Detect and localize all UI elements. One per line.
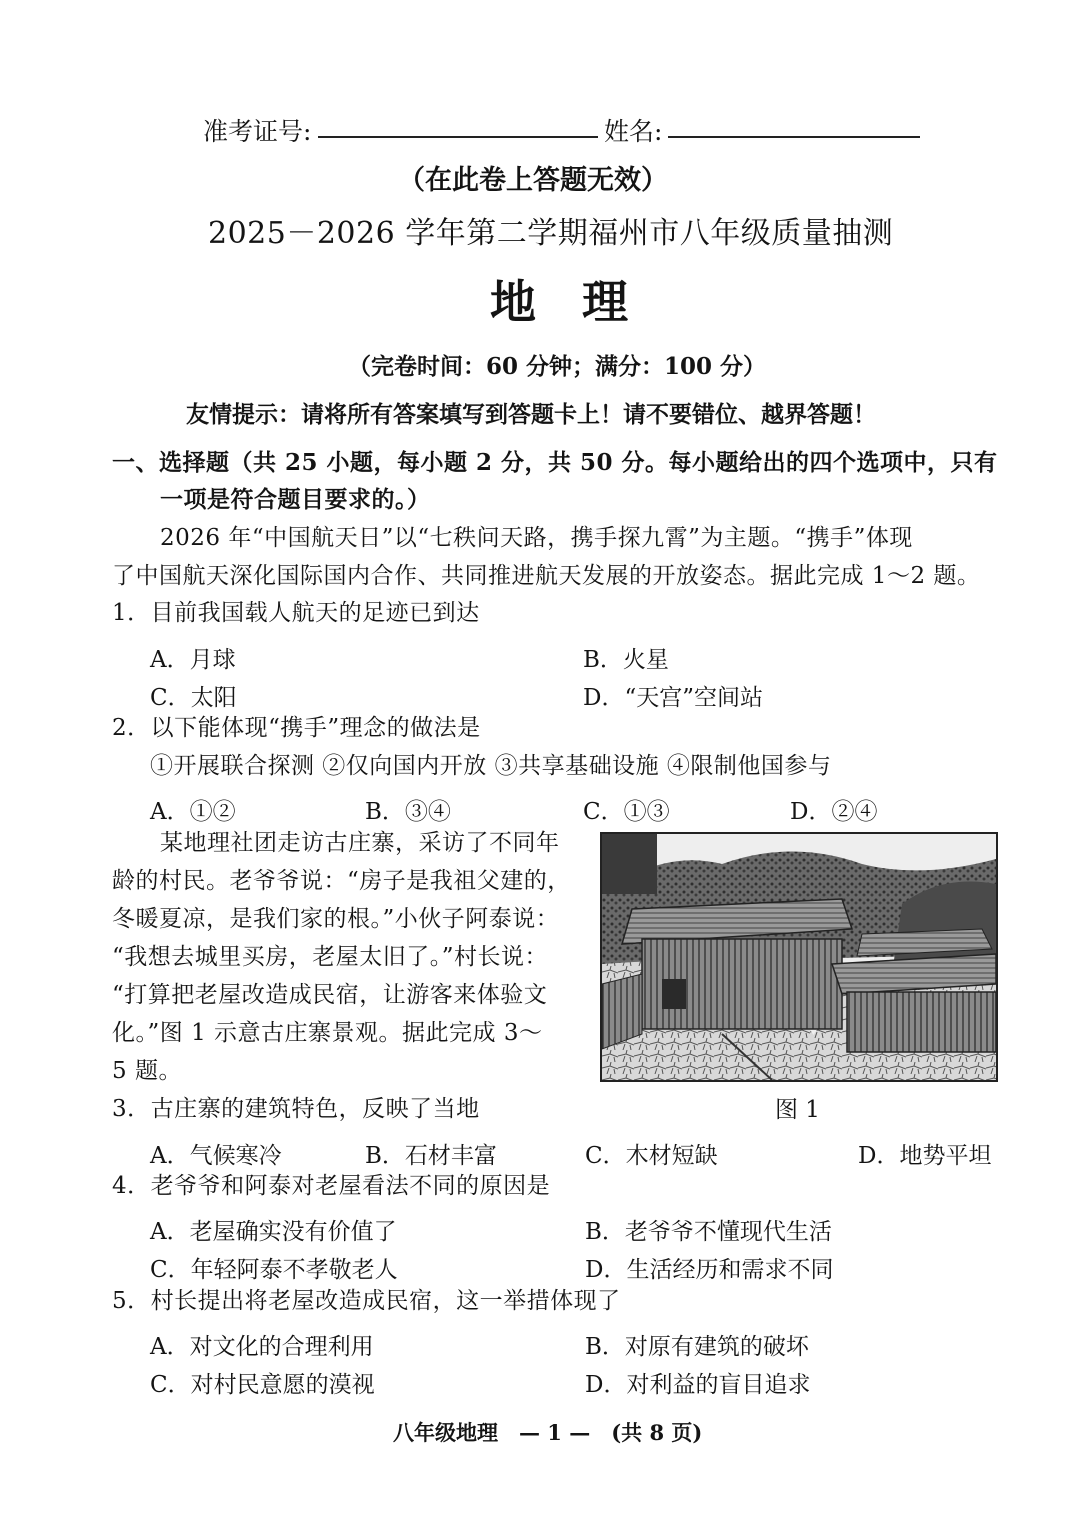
q5-option-a[interactable]: A．对文化的合理利用 [150,1334,374,1360]
q5-stem: 5．村长提出将老屋改造成民宿，这一举措体现了 [112,1288,621,1314]
q1-option-c[interactable]: C．太阳 [150,685,237,711]
q3-option-d[interactable]: D．地势平坦 [858,1143,992,1169]
q4-option-c[interactable]: C．年轻阿泰不孝敬老人 [150,1257,398,1283]
q2-option-c[interactable]: C．①③ [583,799,670,825]
q2-option-a[interactable]: A．①② [150,799,236,825]
q1-option-a[interactable]: A．月球 [150,647,236,673]
page-footer: 八年级地理 — 1 — (共 8 页) [393,1420,703,1445]
passage2-line2: 龄的村民。老爷爷说：“房子是我祖父建的， [112,868,571,894]
invalid-note: （在此卷上答题无效） [398,165,668,196]
figure1-caption: 图 1 [775,1097,820,1123]
q2-items: ①开展联合探测 ②仅向国内开放 ③共享基础设施 ④限制他国参与 [150,753,832,779]
exam-number-label: 准考证号: [203,117,312,146]
section1-heading-line1: 一、选择题（共 25 小题，每小题 2 分，共 50 分。每小题给出的四个选项中，只有 [112,449,998,476]
passage2-line4: “我想去城里买房，老屋太旧了。”村长说： [112,944,549,970]
q2-option-d[interactable]: D．②④ [790,799,878,825]
exam-number-blank[interactable] [318,136,598,138]
passage2-line3: 冬暖夏凉，是我们家的根。”小伙子阿泰说： [112,906,560,932]
q2-stem: 2．以下能体现“携手”理念的做法是 [112,715,481,741]
q3-option-b[interactable]: B．石材丰富 [365,1143,497,1169]
subject-title: 地 理 [490,275,628,329]
q5-option-b[interactable]: B．对原有建筑的破坏 [585,1334,809,1360]
section1-heading-line2: 一项是符合题目要求的。） [160,486,431,513]
passage2-line5: “打算把老屋改造成民宿，让游客来体验文 [112,982,548,1008]
q3-option-c[interactable]: C．木材短缺 [585,1143,718,1169]
time-info: （完卷时间：60 分钟；满分：100 分） [348,353,767,380]
village-illustration [602,834,996,1080]
q4-option-a[interactable]: A．老屋确实没有价值了 [150,1219,397,1245]
q1-option-d[interactable]: D．“天宫”空间站 [583,685,763,711]
q3-option-a[interactable]: A．气候寒冷 [150,1143,282,1169]
passage2-line7: 5 题。 [112,1058,182,1084]
q4-option-d[interactable]: D．生活经历和需求不同 [585,1257,834,1283]
name-blank[interactable] [668,136,920,138]
q3-stem: 3．古庄寨的建筑特色，反映了当地 [112,1096,480,1122]
passage2-line1: 某地理社团走访古庄寨，采访了不同年 [160,830,560,856]
q2-option-b[interactable]: B．③④ [365,799,451,825]
q5-option-d[interactable]: D．对利益的盲目追求 [585,1372,811,1398]
figure1-village-image [600,832,998,1082]
passage1-line1: 2026 年“中国航天日”以“七秩问天路，携手探九霄”为主题。“携手”体现 [160,525,913,551]
q5-option-c[interactable]: C．对村民意愿的漠视 [150,1372,375,1398]
passage1-line2: 了中国航天深化国际国内合作、共同推进航天发展的开放姿态。据此完成 1～2 题。 [112,563,981,589]
passage2-line6: 化。”图 1 示意古庄寨景观。据此完成 3～ [112,1020,543,1046]
friendly-tip: 友情提示：请将所有答案填写到答题卡上！请不要错位、越界答题！ [186,401,876,428]
q4-stem: 4．老爷爷和阿泰对老屋看法不同的原因是 [112,1173,551,1199]
q1-option-b[interactable]: B．火星 [583,647,669,673]
q4-option-b[interactable]: B．老爷爷不懂现代生活 [585,1219,832,1245]
q1-stem: 1．目前我国载人航天的足迹已到达 [112,600,480,626]
name-label: 姓名: [604,117,663,146]
exam-title: 2025－2026 学年第二学期福州市八年级质量抽测 [208,216,894,251]
